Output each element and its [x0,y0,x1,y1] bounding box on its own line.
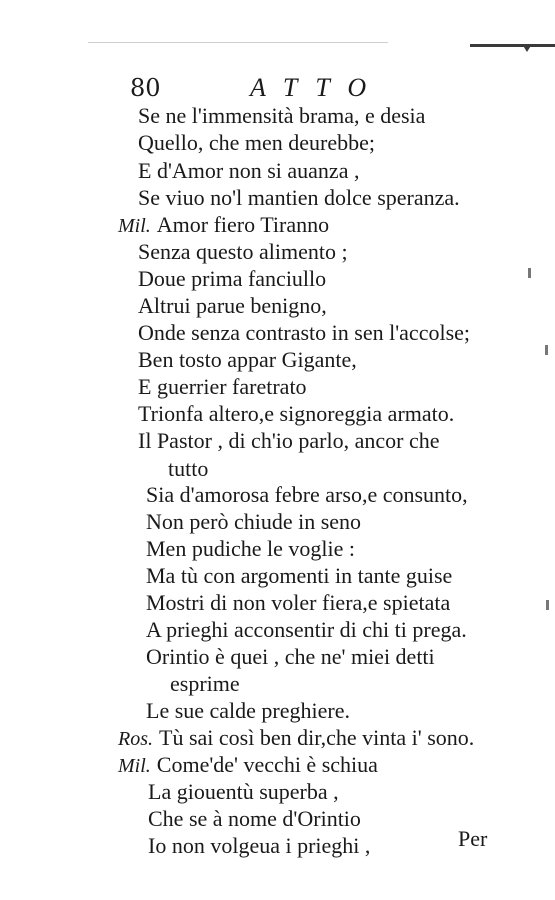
verse-line [146,644,435,670]
verse-line [138,130,375,156]
verse-line [138,293,327,319]
verse-line-text: Altrui parue benigno, [138,293,327,318]
verse-line-text: Mostri di non voler fiera,e spietata [146,590,451,615]
verse-line [138,239,348,265]
verse-line [148,779,339,805]
verse-line [138,266,326,292]
verse-line-text: Senza questo alimento ; [138,239,348,264]
verse-line [148,833,370,859]
verse-line [148,806,361,832]
verse-line [170,671,240,697]
verse-line-text: esprime [170,671,240,696]
verse-line [146,509,361,535]
verse-line-text: Se ne l'immensità brama, e desia [138,103,426,128]
rule-notch-icon [522,44,532,52]
verse-line [138,103,425,129]
verse-line [146,617,467,643]
verse-line [138,428,439,454]
verse-line-text: Ben tosto appar Gigante, [138,347,357,372]
top-rule [88,42,388,43]
verse-line-text: E guerrier faretrato [138,374,307,399]
verse-line-text: A prieghi acconsentir di chi ti prega. [146,617,467,642]
page-number: 80 [130,74,161,102]
verse-line-text: La giouentù superba , [148,779,339,804]
verse-line-text: tutto [168,456,209,481]
catchword: Per [458,826,488,851]
verse-line [146,698,350,724]
verse-line [146,482,468,508]
verse-line-text: Onde senza contrasto in sen l'accolse; [138,320,471,345]
verse-line [118,725,474,752]
margin-speck [546,600,549,610]
running-head: ATTO [250,73,385,102]
verse-line-text: Sia d'amorosa febre arso,e consunto, [146,482,468,507]
verse-line [138,401,454,427]
verse-line-text: Le sue calde preghiere. [146,698,350,723]
verse-line-text: Tù sai così ben dir,che vinta i' sono. [159,725,475,750]
verse-line-text: Orintio è quei , che ne' miei detti [146,644,435,669]
verse-line-text: Doue prima fanciullo [138,266,327,291]
speaker-label: Mil. [118,755,151,777]
verse-line [118,212,329,239]
verse-line [138,185,460,211]
verse-line-text: Io non volgeua i prieghi , [148,833,371,858]
verse-line [118,752,378,779]
verse-line-text: Amor fiero Tiranno [156,212,330,237]
verse-line-text: Men pudiche le voglie : [146,536,355,561]
verse-line-text: E d'Amor non si auanza , [138,158,360,183]
verse-line [168,456,208,482]
verse-line-text: Che se à nome d'Orintio [148,806,361,831]
verse-line-text: Come'de' vecchi è schiua [156,752,378,777]
verse-line-text: Trionfa altero,e signoreggia armato. [138,401,455,426]
verse-line [146,563,452,589]
verse-line [146,536,355,562]
verse-line [146,590,450,616]
top-rule-ornament [470,44,555,47]
verse-line-text: Il Pastor , di ch'io parlo, ancor che [138,428,440,453]
speaker-label: Ros. [118,728,153,750]
verse-line [138,347,357,373]
verse-line-text: Non però chiude in seno [146,509,362,534]
verse-line-text: Quello, che men deurebbe; [138,130,376,155]
verse-line-text: Se viuo no'l mantien dolce speranza. [138,185,460,210]
speaker-label: Mil. [118,215,151,237]
margin-speck [528,268,531,278]
verse-line-text: Ma tù con argomenti in tante guise [146,563,453,588]
verse-line [138,374,307,400]
verse-line [138,320,470,346]
margin-speck [545,345,548,355]
verse-line [138,158,359,184]
